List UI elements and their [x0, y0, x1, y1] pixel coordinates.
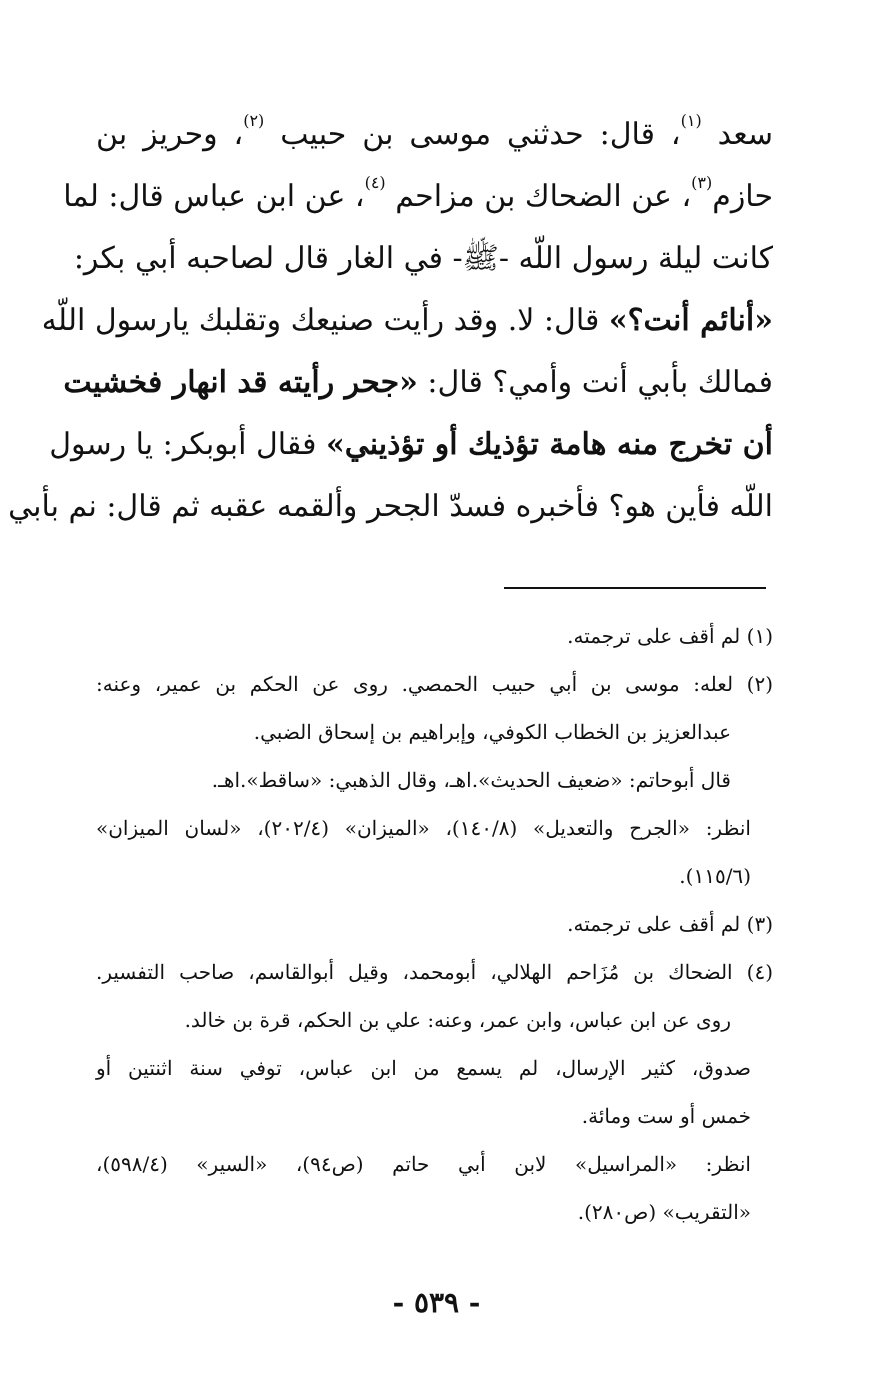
footnote-separator: [504, 587, 766, 589]
footnote-line: قال أبوحاتم: «ضعيف الحديث».اهـ، وقال الذهبي: «ساقط».اهـ.: [211, 768, 731, 792]
main-text-line: [41, 290, 773, 352]
footnote-marker: (١): [680, 111, 702, 130]
footnote-line: (٤) الضحاك بن مُزَاحم الهلالي، أبومحمد، وقيل أبوالقاسم، صاحب التفسير.: [96, 960, 773, 984]
footnote-line: صدوق، كثير الإرسال، لم يسمع من ابن عباس، توفي سنة اثنتين أو: [96, 1056, 751, 1080]
footnote-marker: (٣): [691, 173, 713, 192]
main-text-line: [73, 228, 773, 290]
text-segment: سعد: [701, 117, 773, 152]
footnote-line: (٣) لم أقف على ترجمته.: [567, 912, 773, 936]
text-segment: اللّه فأين هو؟ فأخبره فسدّ الجحر وألقمه عقبه ثم قال: نم بأبي: [8, 489, 773, 524]
main-text-line: [49, 414, 773, 476]
text-segment: ، قال: حدثني موسى بن حبيب: [264, 117, 681, 152]
footnote-line: عبدالعزيز بن الخطاب الكوفي، وإبراهيم بن إسحاق الضبي.: [253, 720, 731, 744]
text-segment: كانت ليلة رسول اللّه -ﷺ- في الغار قال لصاحبه أبي بكر:: [73, 241, 773, 276]
footnote-line: (٢) لعله: موسى بن أبي حبيب الحمصي. روى عن الحكم بن عمير، وعنه:: [96, 672, 773, 696]
main-text: [8, 104, 773, 538]
text-segment: ، عن ابن عباس قال: لما: [63, 179, 365, 214]
footnote-line: خمس أو ست ومائة.: [581, 1104, 751, 1128]
footnote-line: انظر: «الجرح والتعديل» (١٤٠/٨)، «الميزان» (٢٠٢/٤)، «لسان الميزان»: [96, 816, 751, 840]
main-text-line: [8, 476, 773, 538]
hadith-quote: أن تخرج منه هامة تؤذيك أو تؤذيني»: [325, 427, 773, 462]
footnote-marker: (٤): [364, 173, 386, 192]
main-text-line: [63, 166, 773, 228]
footnote-line: انظر: «المراسيل» لابن أبي حاتم (ص٩٤)، «السير» (٥٩٨/٤)،: [96, 1152, 751, 1176]
main-text-line: [96, 104, 773, 166]
main-text-line: [63, 352, 773, 414]
page-number: - ٥٣٩ -: [392, 1286, 481, 1319]
hadith-quote: «جحر رأيته قد انهار فخشيت: [63, 365, 418, 400]
footnote-marker: (٢): [243, 111, 265, 130]
text-segment: قال: لا. وقد رأيت صنيعك وتقلبك يارسول اللّه: [41, 303, 609, 338]
text-segment: حازم: [712, 179, 773, 214]
footnote-line: (١١٥/٦).: [679, 864, 751, 888]
footnote-line: «التقريب» (ص٢٨٠).: [577, 1200, 751, 1224]
footnote-line: (١) لم أقف على ترجمته.: [567, 624, 773, 648]
footnote-line: روى عن ابن عباس، وابن عمر، وعنه: علي بن الحكم، قرة بن خالد.: [184, 1008, 731, 1032]
text-segment: ، عن الضحاك بن مزاحم: [385, 179, 692, 214]
hadith-quote: «أنائم أنت؟»: [608, 303, 773, 338]
footnotes: [96, 612, 773, 1236]
text-segment: ، وحريز بن: [96, 117, 244, 152]
text-segment: فمالك بأبي أنت وأمي؟ قال:: [417, 365, 773, 400]
text-segment: فقال أبوبكر: يا رسول: [49, 427, 326, 462]
